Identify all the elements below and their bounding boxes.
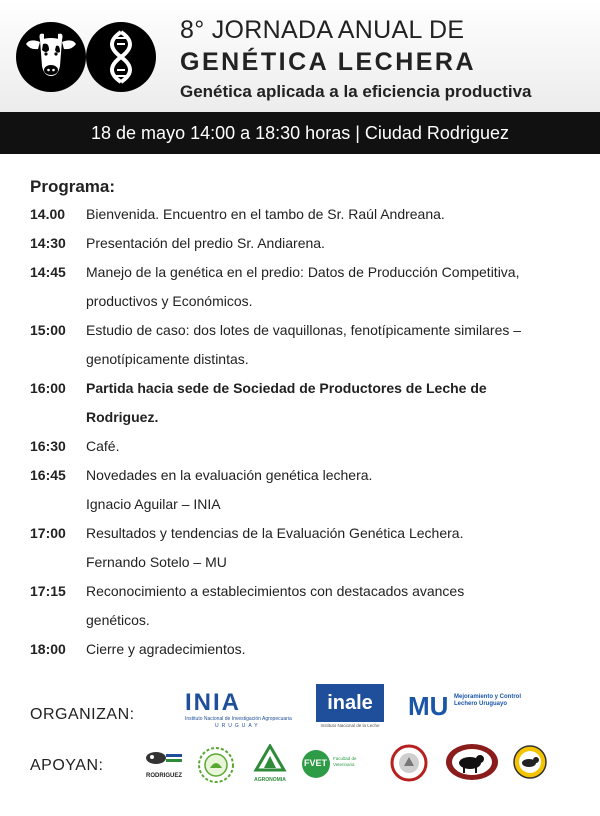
schedule-time: 14.00 [30,206,66,222]
fvet-caption: Facultad de Veterinaria [333,756,357,767]
schedule-desc: Resultados y tendencias de la Evaluación Genética Lechera. [86,525,464,541]
dna-helix-icon [86,22,156,92]
schedule-time: 17:15 [30,583,66,599]
schedule-item [30,374,585,403]
schedule-item [30,316,585,345]
inale-logo [316,684,384,732]
schedule-desc-cont: genotípicamente distintas. [86,351,249,367]
event-title-line2: GENÉTICA LECHERA [180,48,477,76]
agronomia-logo-text: AGRONOMIA [254,777,286,783]
schedule-desc: Partida hacia sede de Sociedad de Productores de Leche de [86,380,487,396]
rodriguez-logo-text: RODRIGUEZ [146,773,182,779]
schedule-time: 15:00 [30,322,66,338]
mu-caption: Mejoramiento y Control Lechero Uruguayo [454,694,522,707]
schedule-time: 16:45 [30,467,66,483]
schedule-item [30,461,585,490]
schedule-item [30,229,585,258]
schedule-item [30,200,585,229]
mu-logo-text: MU [408,691,449,721]
schedule-time: 16:00 [30,380,66,396]
inia-logo-text: INIA [185,689,241,716]
schedule-desc-cont: productivos y Económicos. [86,293,253,309]
holando-cow-logo [444,742,500,782]
schedule [30,200,585,664]
schedule-item [30,258,585,287]
schedule-desc: Manejo de la genética en el predio: Datos de Producción Competitiva, [86,264,520,280]
event-title-line1: 8° JORNADA ANUAL DE [180,16,465,44]
facultad-agronomia-logo [248,744,292,784]
schedule-item [30,432,585,461]
cow-head-icon [16,22,86,92]
schedule-time: 17:00 [30,525,66,541]
schedule-item [30,635,585,664]
inia-caption: Instituto Nacional de Investigación Agropecuaria [185,716,292,722]
schedule-time: 14:30 [30,235,66,251]
mu-logo [408,692,528,724]
schedule-desc: Cierre y agradecimientos. [86,641,246,657]
schedule-desc-cont: genéticos. [86,612,150,628]
inale-caption: Instituto Nacional de la Leche [320,723,380,728]
sociedad-productores-rodriguez-logo [142,748,186,780]
fvet-logo [302,748,380,780]
schedule-item [30,577,585,606]
schedule-desc-cont: Rodriguez. [86,409,159,425]
schedule-item [30,519,585,548]
yellow-cow-logo [512,744,548,780]
apoyan-label: APOYAN: [30,757,104,774]
schedule-desc: Presentación del predio Sr. Andiarena. [86,235,325,251]
green-seal-logo [197,746,235,784]
schedule-desc: Café. [86,438,120,454]
fvet-logo-text: FVET [304,758,328,768]
red-seal-logo [390,744,428,782]
event-subtitle: Genética aplicada a la eficiencia productiva [180,82,532,101]
inia-caption-country: URUGUAY [215,723,261,729]
schedule-desc: Novedades en la evaluación genética lechera. [86,467,373,483]
header [0,0,600,112]
schedule-time: 14:45 [30,264,66,280]
inia-logo [185,690,300,734]
date-bar: 18 de mayo 14:00 a 18:30 horas | Ciudad Rodriguez [0,112,600,154]
schedule-speaker: Fernando Sotelo – MU [86,554,227,570]
schedule-desc: Estudio de caso: dos lotes de vaquillonas, fenotípicamente similares – [86,322,522,338]
schedule-time: 18:00 [30,641,66,657]
schedule-time: 16:30 [30,438,66,454]
schedule-desc: Reconocimiento a establecimientos con destacados avances [86,583,465,599]
schedule-desc: Bienvenida. Encuentro en el tambo de Sr. Raúl Andreana. [86,206,445,222]
schedule-speaker: Ignacio Aguilar – INIA [86,496,221,512]
organizan-label: ORGANIZAN: [30,706,135,723]
inale-logo-text: inale [316,684,384,722]
program-title: Programa: [30,177,116,196]
